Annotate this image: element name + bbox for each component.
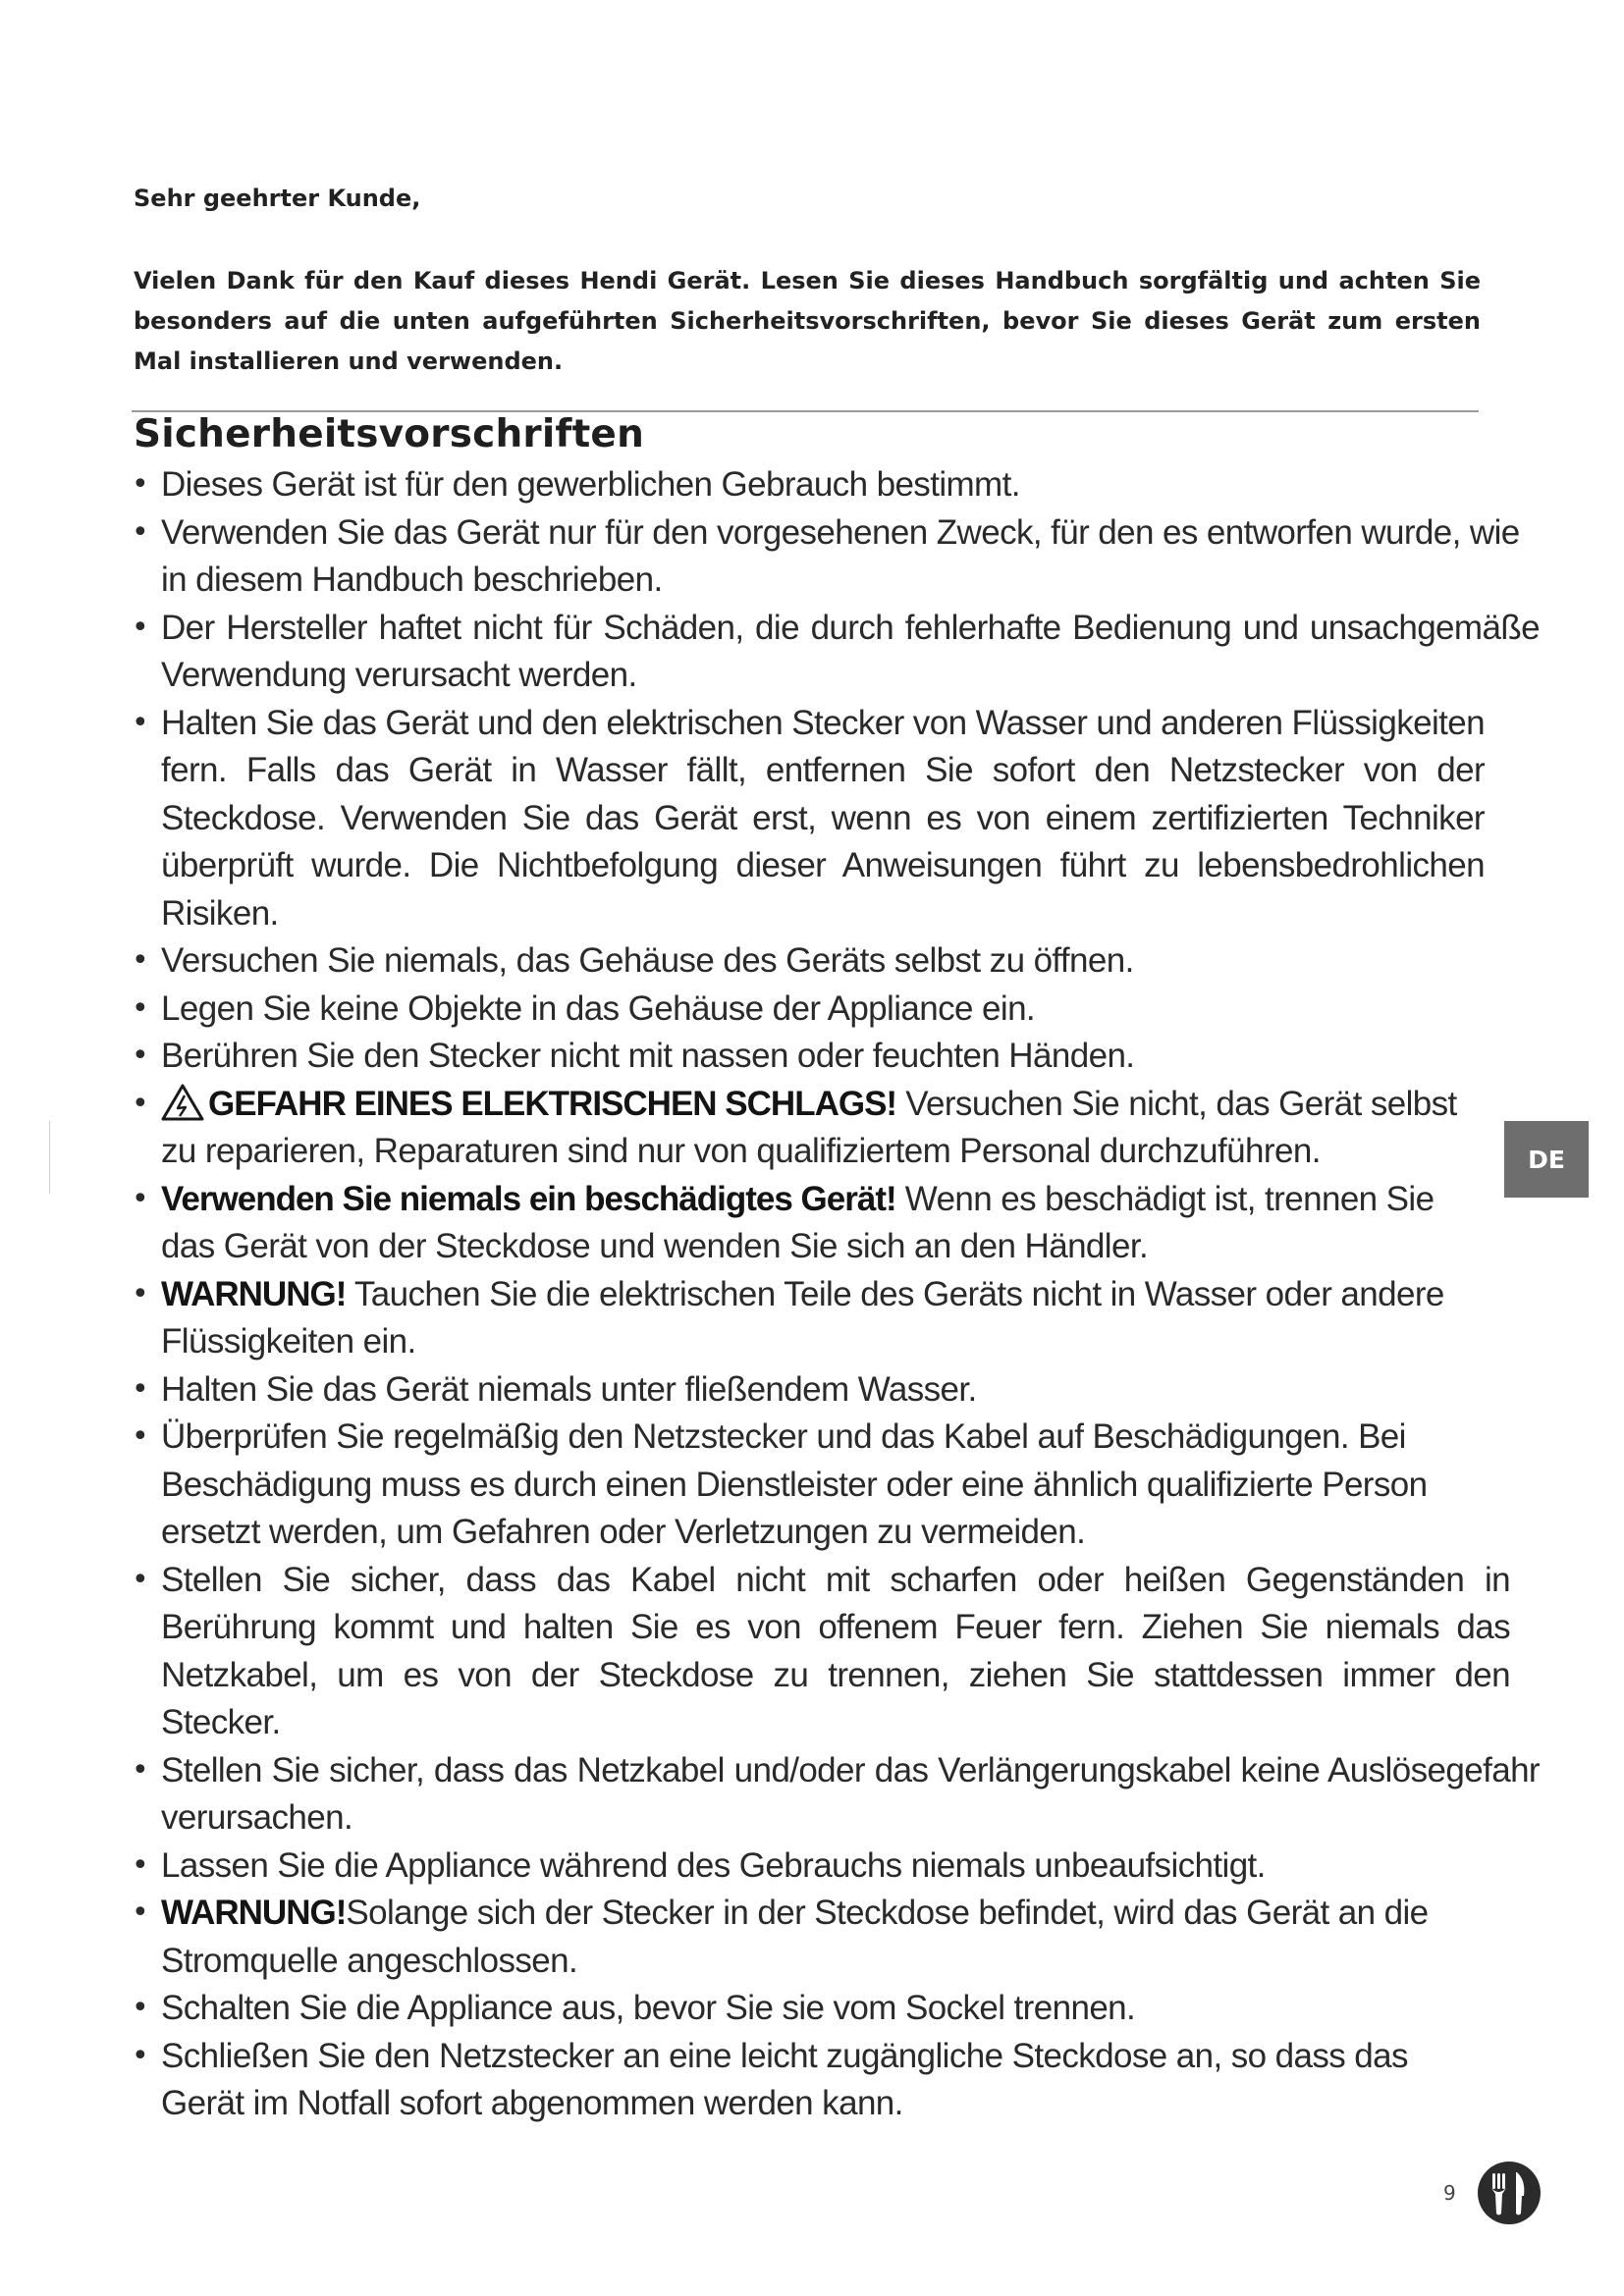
page-number: 9 [1443,2181,1456,2205]
bullet: • [132,2038,149,2073]
list-item [132,1842,1540,1891]
bullet: • [132,1181,149,1216]
list-item [132,1414,1540,1557]
bullet: • [132,943,149,978]
bullet: • [132,1752,149,1788]
list-item [132,2033,1540,2128]
list-item [132,1985,1540,2033]
rule-lead: Verwenden Sie niemals ein beschädigtes Gerät! [161,1179,896,1218]
rule-text: Versuchen Sie niemals, das Gehäuse des Geräts selbst zu öffnen. [161,941,1134,980]
bullet: • [132,610,149,645]
rule-text: Verwenden Sie das Gerät nur für den vorgesehenen Zweck, für den es entworfen wurde, wie in diesem Handbuch beschrieben. [161,512,1520,599]
bullet: • [132,1039,149,1073]
rule-text: Dieses Gerät ist für den gewerblichen Gebrauch bestimmt. [161,465,1020,504]
bullet: • [132,990,149,1026]
rule-text: Stellen Sie sicher, dass das Netzkabel und/oder das Verlängerungskabel keine Auslösegefahr verursachen. [161,1750,1540,1837]
rule-text: Schließen Sie den Netzstecker an eine leicht zugängliche Steckdose an, so dass das Gerät im Notfall sofort abgenommen werden kann. [161,2036,1408,2122]
intro-paragraph: Vielen Dank für den Kauf dieses Hendi Gerät. Lesen Sie dieses Handbuch sorgfältig und achten Sie besonders auf die unten aufgeführten Sicherheitsvorschriften, bevor Sie dieses Gerät zum ersten Mal installieren und verwenden. [134,267,1481,375]
bullet: • [132,705,149,740]
bullet: • [132,1896,149,1930]
list-item [132,1176,1540,1271]
bullet: • [132,1419,149,1454]
bullet: • [132,1371,149,1407]
rule-lead: GEFAHR EINES ELEKTRISCHEN SCHLAGS! [208,1084,897,1123]
rule-text: Wenn es beschädigt ist, trennen Sie das Gerät von der Steckdose und wenden Sie sich an den Händler. [161,1179,1435,1265]
bullet: • [132,514,149,550]
list-item [132,1366,1540,1415]
rule-text: Tauchen Sie die elektrischen Teile des Geräts nicht in Wasser oder andere Flüssigkeiten ein. [161,1274,1444,1361]
margin-mark [49,1121,50,1194]
rule-text: Berühren Sie den Stecker nicht mit nassen oder feuchten Händen. [161,1037,1135,1075]
rule-text: Schalten Sie die Appliance aus, bevor Sie sie vom Sockel trennen. [161,1989,1136,2027]
list-item [132,937,1540,986]
list-item [132,605,1540,700]
list-item [132,1271,1540,1366]
bullet: • [132,467,149,502]
rule-text: Halten Sie das Gerät und den elektrischen Stecker von Wasser und anderen Flüssigkeiten fern. Falls das Gerät in Wasser fällt, entfernen Sie sofort den Netzstecker von der Steckdose. Verwenden Sie das Gerät erst, wenn es von einem zertifizierten Techniker überprüft wurde. Die Nichtbefolgung dieser Anweisungen führt zu lebensbedrohlichen Risiken. [161,703,1485,933]
cutlery-logo-icon [1477,2161,1542,2225]
rule-text: Der Hersteller haftet nicht für Schäden, die durch fehlerhafte Bedienung und unsachgemäße Verwendung verursacht werden. [161,608,1540,694]
rule-text: Solange sich der Stecker in der Steckdose befindet, wird das Gerät an die Stromquelle angeschlossen. [161,1894,1429,1980]
rule-lead: WARNUNG! [161,1274,347,1313]
section-title: Sicherheitsvorschriften [134,412,645,456]
safety-rules-list [132,461,1540,2128]
electric-hazard-icon [161,1084,204,1121]
list-item [132,509,1540,605]
list-item [132,1081,1540,1176]
bullet: • [132,1847,149,1883]
rule-text: Stellen Sie sicher, dass das Kabel nicht mit scharfen oder heißen Gegenständen in Berührung kommt und halten Sie es von offenem Feuer fern. Ziehen Sie niemals das Netzkabel, um es von der Steckdose zu trennen, ziehen Sie stattdessen immer den Stecker. [161,1560,1510,1741]
rule-lead: WARNUNG! [161,1894,347,1932]
list-item [132,1890,1540,1985]
bullet: • [132,1991,149,2025]
list-item [132,700,1540,938]
list-item [132,986,1540,1034]
list-item [132,1747,1540,1842]
language-tab: DE [1504,1121,1589,1198]
list-item [132,1033,1540,1081]
rule-text: Überprüfen Sie regelmäßig den Netzstecker und das Kabel auf Beschädigungen. Bei Beschädigung muss es durch einen Dienstleister oder eine ähnlich qualifizierte Person ersetzt werden, um Gefahren oder Verletzungen zu vermeiden. [161,1417,1428,1551]
bullet: • [132,1562,149,1597]
list-item [132,1557,1540,1747]
rule-text: Halten Sie das Gerät niemals unter fließendem Wasser. [161,1369,977,1409]
rule-text: Lassen Sie die Appliance während des Gebrauchs niemals unbeaufsichtigt. [161,1845,1266,1885]
rule-text: Versuchen Sie nicht, das Gerät selbst zu reparieren, Reparaturen sind nur von qualifiziertem Personal durchzuführen. [161,1084,1457,1170]
greeting: Sehr geehrter Kunde, [134,185,421,212]
rule-text: Legen Sie keine Objekte in das Gehäuse der Appliance ein. [161,988,1036,1028]
list-item [132,461,1540,509]
bullet: • [132,1276,149,1311]
bullet: • [132,1086,149,1121]
